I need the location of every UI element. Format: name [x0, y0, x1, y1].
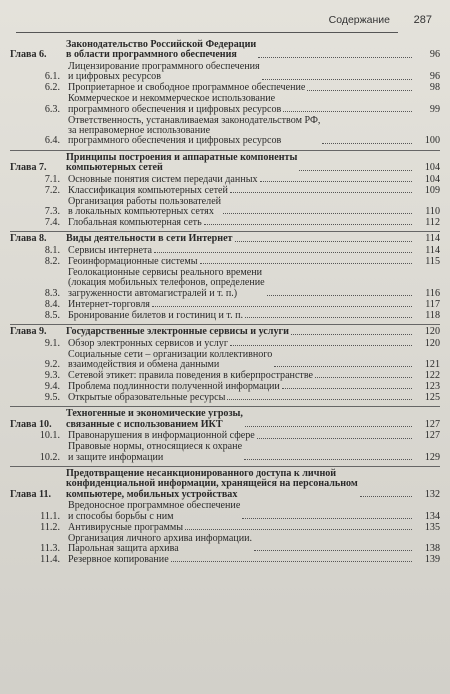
section-page: 110: [425, 206, 440, 218]
section-entry[interactable]: [10, 186, 440, 196]
chapter-block: [10, 406, 440, 463]
section-page: 116: [425, 287, 440, 299]
section-page: 112: [425, 217, 440, 229]
chapter-page: 127: [424, 418, 440, 430]
section-title: Коммерческое и некоммерческое использование программного обеспечения и цифровых ресурсов: [68, 93, 282, 115]
section-number: 7.1.: [44, 173, 60, 185]
leader-dots: [235, 240, 412, 242]
section-entry[interactable]: [10, 300, 440, 310]
section-number: 8.2.: [44, 255, 60, 267]
leader-dots: [258, 56, 412, 58]
section-page: 117: [425, 298, 440, 310]
section-title: Проблема подлинности полученной информации: [68, 380, 280, 392]
leader-dots: [262, 78, 412, 80]
table-of-contents: [10, 40, 440, 565]
leader-dots: [283, 110, 412, 112]
section-number: 8.1.: [44, 244, 60, 256]
leader-dots: [204, 223, 412, 225]
chapter-page: 114: [425, 233, 440, 245]
section-entry[interactable]: [10, 431, 440, 441]
section-page: 139: [424, 553, 440, 565]
chapter-block: [10, 231, 440, 321]
section-entry[interactable]: [10, 94, 440, 115]
section-entry[interactable]: [10, 83, 440, 93]
section-page: 125: [424, 391, 440, 403]
section-entry[interactable]: [10, 523, 440, 533]
section-number: 9.5.: [44, 391, 60, 403]
chapter-title: Техногенные и экономические угрозы, связанные с использованием ИКТ: [66, 408, 243, 430]
section-page: 121: [424, 358, 440, 370]
leader-dots: [245, 425, 412, 427]
section-page: 138: [424, 542, 440, 554]
section-title: Открытые образовательные ресурсы: [68, 391, 226, 403]
section-entry[interactable]: [10, 393, 440, 403]
section-number: 7.3.: [44, 206, 60, 218]
chapter-title: Принципы построения и аппаратные компоненты компьютерных сетей: [66, 151, 298, 174]
chapter-title: Законодательство Российской Федерации в области программного обеспечения: [66, 39, 257, 61]
section-number: 7.4.: [44, 217, 60, 229]
chapter-label: Глава 10.: [10, 418, 52, 430]
section-title: Сервисы интернета: [68, 244, 152, 256]
chapter-label: Глава 11.: [10, 488, 52, 500]
leader-dots: [242, 517, 412, 519]
section-entry[interactable]: [10, 382, 440, 392]
leader-dots: [322, 142, 412, 144]
leader-dots: [200, 262, 412, 264]
leader-dots: [245, 316, 412, 318]
chapter-block: [10, 150, 440, 229]
section-page: 100: [424, 135, 440, 147]
section-number: 11.4.: [40, 553, 60, 565]
chapter-label: Глава 9.: [10, 326, 47, 338]
section-entry[interactable]: [10, 442, 440, 463]
section-page: 123: [424, 380, 440, 392]
section-entry[interactable]: [10, 534, 440, 555]
leader-dots: [299, 169, 412, 171]
section-number: 9.4.: [44, 380, 60, 392]
section-title: Социальные сети – организации коллективного взаимодействия и обмена данными: [68, 348, 273, 370]
page-number: 287: [413, 14, 432, 26]
section-number: 8.4.: [44, 298, 60, 310]
chapter-page: 132: [424, 488, 440, 500]
section-title: Организация личного архива информации. Парольная защита архива: [68, 532, 253, 554]
running-head: Содержание: [328, 14, 390, 26]
section-page: 98: [429, 82, 440, 94]
leader-dots: [185, 528, 412, 530]
leader-dots: [291, 333, 412, 335]
chapter-title: Предотвращение несанкционированного доступа к личной конфиденциальной информации, хранящейся на персональном компьютере, мобильных устройствах: [66, 467, 358, 500]
section-title: Лицензирование программного обеспечения и цифровых ресурсов: [68, 60, 260, 83]
section-entry[interactable]: [10, 555, 440, 565]
section-number: 8.3.: [44, 287, 60, 299]
leader-dots: [307, 89, 412, 91]
chapter-label: Глава 6.: [10, 49, 47, 61]
leader-dots: [152, 305, 412, 307]
leader-dots: [154, 251, 412, 253]
section-title: Интернет-торговля: [68, 298, 150, 310]
section-entry[interactable]: [10, 311, 440, 321]
chapter-page: 120: [424, 326, 440, 338]
section-page: 109: [424, 184, 440, 196]
section-title: Антивирусные программы: [68, 521, 184, 533]
section-page: 120: [424, 337, 440, 349]
chapter-page: 104: [424, 162, 440, 174]
leader-dots: [171, 560, 412, 562]
section-entry[interactable]: [10, 339, 440, 349]
section-title: Глобальная компьютерная сеть: [68, 217, 202, 229]
section-number: 11.2.: [40, 521, 60, 533]
section-entry[interactable]: [10, 501, 440, 522]
chapter-entry[interactable]: [10, 409, 440, 430]
section-page: 96: [429, 71, 440, 83]
section-title: Проприетарное и свободное программное обеспечение: [68, 82, 306, 94]
section-number: 8.5.: [44, 309, 60, 321]
section-number: 6.3.: [44, 103, 60, 115]
section-number: 10.2.: [39, 451, 60, 463]
section-title: Ответственность, устанавливаемая законодательством РФ, за неправомерное использование программного обеспечения и цифровых ресурсов: [68, 114, 321, 147]
chapter-label: Глава 7.: [10, 162, 47, 174]
leader-dots: [315, 376, 412, 378]
section-page: 99: [429, 103, 440, 115]
section-number: 9.1.: [44, 337, 60, 349]
section-title: Классификация компьютерных сетей: [68, 184, 228, 196]
section-title: Резервное копирование: [68, 553, 169, 565]
leader-dots: [257, 437, 412, 439]
section-number: 6.2.: [44, 82, 60, 94]
section-page: 104: [424, 173, 440, 185]
leader-dots: [230, 344, 412, 346]
section-title: Геолокационные сервисы реального времени (локация мобильных телефонов, определение загруженности автомагистралей и т. п.): [68, 266, 265, 299]
leader-dots: [267, 294, 412, 296]
section-number: 11.1.: [40, 510, 60, 522]
leader-dots: [274, 365, 412, 367]
section-title: Геоинформационные системы: [68, 255, 198, 267]
leader-dots: [360, 495, 412, 497]
leader-dots: [260, 180, 412, 182]
chapter-block: [10, 466, 440, 565]
section-page: 122: [424, 369, 440, 381]
chapter-entry[interactable]: [10, 469, 440, 500]
section-number: 11.3.: [40, 542, 60, 554]
chapter-label: Глава 8.: [10, 233, 47, 245]
leader-dots: [223, 212, 412, 214]
section-page: 127: [424, 430, 440, 442]
section-entry[interactable]: [10, 350, 440, 371]
section-entry[interactable]: [10, 62, 440, 83]
chapter-page: 96: [429, 49, 440, 61]
section-number: 10.1.: [39, 430, 60, 442]
leader-dots: [254, 549, 412, 551]
section-title: Организация работы пользователей в локальных компьютерных сетях: [68, 195, 222, 218]
section-entry[interactable]: [10, 246, 440, 256]
section-page: 118: [425, 309, 440, 321]
leader-dots: [244, 458, 412, 460]
section-page: 134: [424, 510, 440, 522]
section-number: 6.1.: [44, 71, 60, 83]
chapter-entry[interactable]: [10, 234, 440, 244]
section-entry[interactable]: [10, 175, 440, 185]
chapter-title: Виды деятельности в сети Интернет: [66, 233, 233, 245]
section-number: 7.2.: [44, 184, 60, 196]
chapter-block: [10, 40, 440, 147]
section-page: 115: [425, 255, 440, 267]
chapter-title: Государственные электронные сервисы и услуги: [66, 326, 289, 338]
section-title: Обзор электронных сервисов и услуг: [68, 337, 228, 349]
section-title: Бронирование билетов и гостиниц и т. п.: [68, 309, 244, 321]
section-title: Правонарушения в информационной сфере: [68, 430, 255, 442]
leader-dots: [230, 191, 412, 193]
section-entry[interactable]: [10, 268, 440, 299]
section-page: 129: [424, 451, 440, 463]
section-title: Вредоносное программное обеспечение и способы борьбы с ним: [68, 500, 241, 522]
section-title: Основные понятия систем передачи данных: [68, 173, 258, 185]
section-number: 6.4.: [44, 135, 60, 147]
chapter-entry[interactable]: [10, 153, 440, 174]
section-number: 9.2.: [44, 358, 60, 370]
leader-dots: [282, 387, 412, 389]
section-number: 9.3.: [44, 369, 60, 381]
section-page: 135: [424, 521, 440, 533]
section-entry[interactable]: [10, 218, 440, 228]
section-page: 114: [425, 244, 440, 256]
section-title: Сетевой этикет: правила поведения в киберпространстве: [68, 369, 314, 381]
section-entry[interactable]: [10, 257, 440, 267]
section-entry[interactable]: [10, 197, 440, 218]
section-entry[interactable]: [10, 371, 440, 381]
leader-dots: [227, 398, 412, 400]
section-entry[interactable]: [10, 116, 440, 147]
chapter-entry[interactable]: [10, 327, 440, 337]
header-rule: [16, 32, 398, 33]
section-title: Правовые нормы, относящиеся к охране и защите информации: [68, 441, 243, 463]
chapter-block: [10, 324, 440, 403]
chapter-entry[interactable]: [10, 40, 440, 61]
